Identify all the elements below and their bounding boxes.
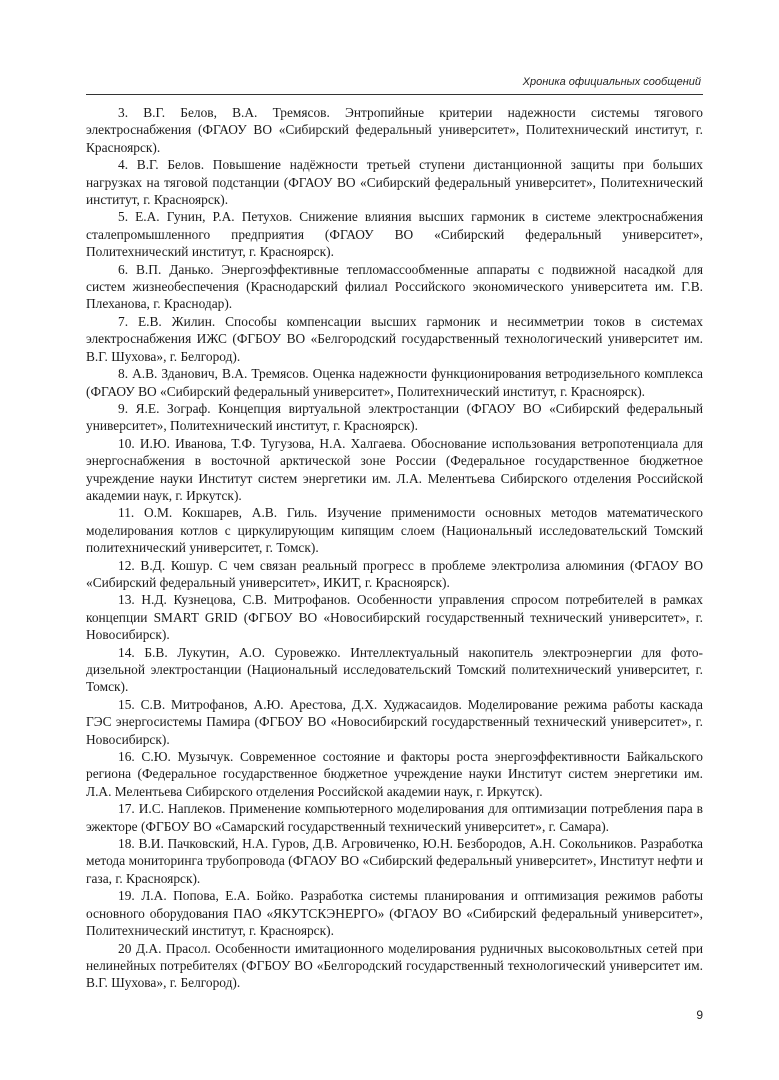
list-item: 7. Е.В. Жилин. Способы компенсации высших гармоник и несимметрии токов в системах электроснабжения ИЖС (ФГБОУ ВО «Белгородский государственный технологический университет им. В.Г. Шухова», г. Белгород). bbox=[86, 313, 703, 364]
entries-list bbox=[86, 104, 703, 992]
page-number: 9 bbox=[696, 1008, 703, 1022]
running-header bbox=[86, 76, 703, 95]
header-title: Хроника официальных сообщений bbox=[522, 76, 701, 88]
list-item: 19. Л.А. Попова, Е.А. Бойко. Разработка системы планирования и оптимизация режимов работы основного оборудования ПАО «ЯКУТСКЭНЕРГО» (ФГАОУ ВО «Сибирский федеральный университет», Политехнический институт, г. Красноярск). bbox=[86, 888, 703, 939]
list-item: 8. А.В. Зданович, В.А. Тремясов. Оценка надежности функционирования ветродизельного комплекса (ФГАОУ ВО «Сибирский федеральный университет», Политехнический институт, г. Красноярск). bbox=[86, 366, 703, 399]
list-item: 15. С.В. Митрофанов, А.Ю. Арестова, Д.Х. Худжасаидов. Моделирование режима работы каскада ГЭС энергосистемы Памира (ФГБОУ ВО «Новосибирский государственный технический университет», г. Новосибирск). bbox=[86, 696, 703, 747]
list-item: 4. В.Г. Белов. Повышение надёжности третьей ступени дистанционной защиты при больших нагрузках на тяговой подстанции (ФГАОУ ВО «Сибирский федеральный университет», Политехнический институт, г. Красноярск). bbox=[86, 157, 703, 208]
list-item: 6. В.П. Данько. Энергоэффективные тепломассообменные аппараты с подвижной насадкой для систем жизнеобеспечения (Краснодарский филиал Российского экономического университета им. Г.В. Плеханова, г. Краснодар). bbox=[86, 261, 703, 312]
list-item: 14. Б.В. Лукутин, А.О. Суровежко. Интеллектуальный накопитель электроэнергии для фото-дизельной электростанции (Национальный исследовательский Томский политехнический университет, г. Томск). bbox=[86, 644, 703, 695]
list-item: 18. В.И. Пачковский, Н.А. Гуров, Д.В. Агровиченко, Ю.Н. Безбородов, А.Н. Сокольников. Разработка метода мониторинга трубопровода (ФГАОУ ВО «Сибирский федеральный университет», Институт нефти и газа, г. Красноярск). bbox=[86, 836, 703, 886]
list-item: 10. И.Ю. Иванова, Т.Ф. Тугузова, Н.А. Халгаева. Обоснование использования ветропотенциала для энергоснабжения в восточной арктической зоне России (Федеральное государственное бюджетное учреждение науки Институт систем энергетики им. Л.А. Мелентьева Сибирского отделения Российской академии наук, г. Иркутск). bbox=[86, 435, 703, 503]
list-item: 20 Д.А. Прасол. Особенности имитационного моделирования рудничных высоковольтных сетей при нелинейных потребителях (ФГБОУ ВО «Белгородский государственный технологический университет им. В.Г. Шухова», г. Белгород). bbox=[86, 940, 703, 991]
list-item: 9. Я.Е. Зограф. Концепция виртуальной электростанции (ФГАОУ ВО «Сибирский федеральный университет», Политехнический институт, г. Красноярск). bbox=[86, 400, 703, 434]
list-item: 3. В.Г. Белов, В.А. Тремясов. Энтропийные критерии надежности системы тягового электроснабжения (ФГАОУ ВО «Сибирский федеральный университет», Политехнический институт, г. Красноярск). bbox=[86, 105, 703, 155]
list-item: 5. Е.А. Гунин, Р.А. Петухов. Снижение влияния высших гармоник в системе электроснабжения сталепромышленного предприятия (ФГАОУ ВО «Сибирский федеральный университет», Политехнический институт, г. Красноярск). bbox=[86, 209, 703, 260]
list-item: 13. Н.Д. Кузнецова, С.В. Митрофанов. Особенности управления спросом потребителей в рамках концепции SMART GRID (ФГБОУ ВО «Новосибирский государственный технический университет», г. Новосибирск). bbox=[86, 592, 703, 643]
list-item: 16. С.Ю. Музычук. Современное состояние и факторы роста энергоэффективности Байкальского региона (Федеральное государственное бюджетное учреждение науки Институт систем энергетики им. Л.А. Мелентьева Сибирского отделения Российской академии наук, г. Иркутск). bbox=[86, 749, 703, 799]
list-item: 17. И.С. Наплеков. Применение компьютерного моделирования для оптимизации потребления пара в эжекторе (ФГБОУ ВО «Самарский государственный технический университет», г. Самара). bbox=[86, 801, 703, 834]
list-item: 11. О.М. Кокшарев, А.В. Гиль. Изучение применимости основных методов математического моделирования котлов с циркулирующим кипящим слоем (Национальный исследовательский Томский политехнический университет, г. Томск). bbox=[86, 505, 703, 556]
list-item: 12. В.Д. Кошур. С чем связан реальный прогресс в проблеме электролиза алюминия (ФГАОУ ВО «Сибирский федеральный университет», ИКИТ, г. Красноярск). bbox=[86, 557, 703, 590]
